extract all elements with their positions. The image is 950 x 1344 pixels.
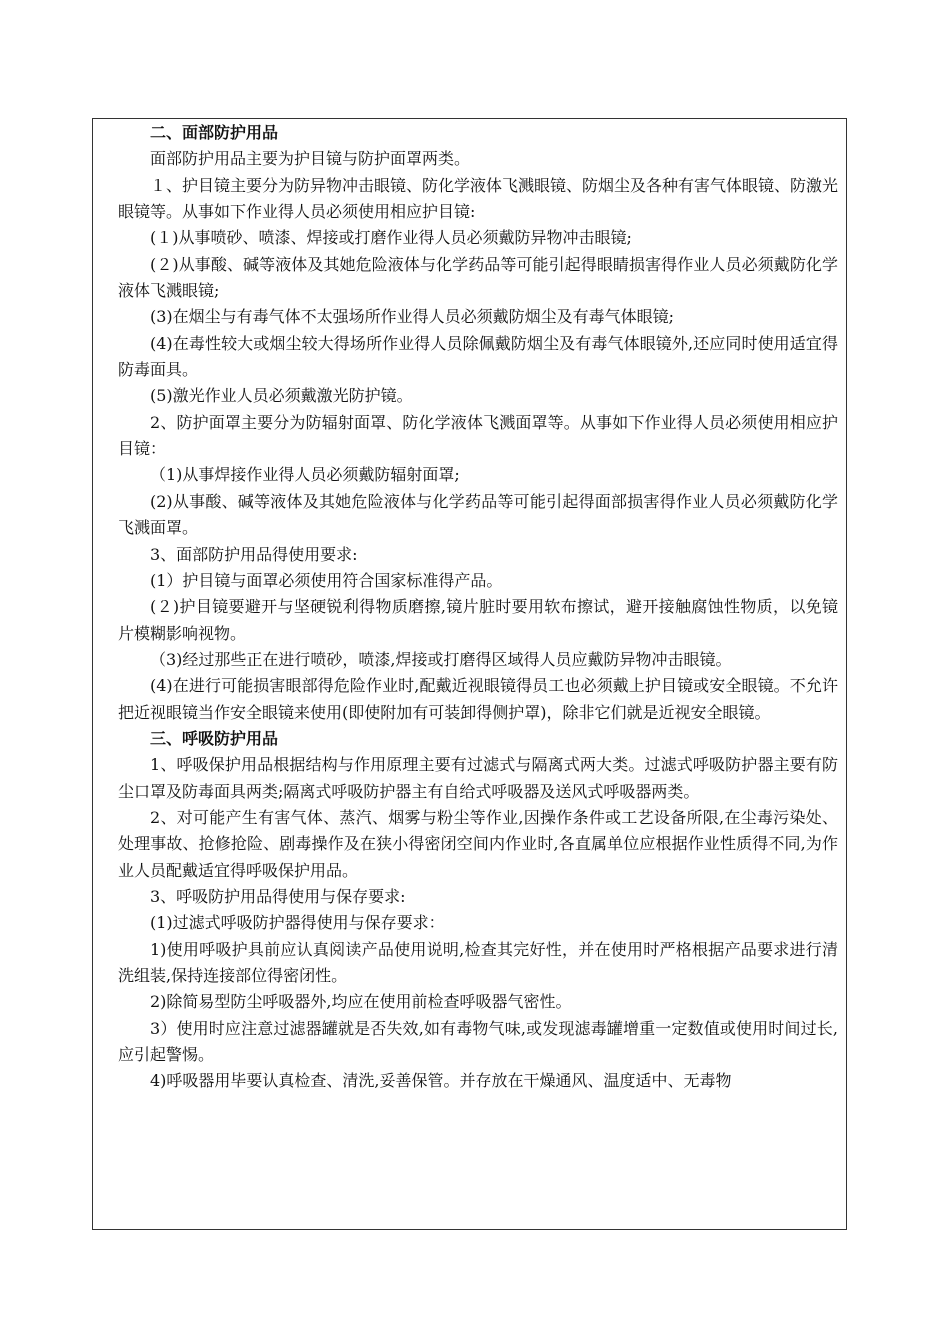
- paragraph: (2)从事酸、碱等液体及其她危险液体与化学药品等可能引起得面部损害得作业人员必须戴防化学飞溅面罩。: [118, 491, 838, 538]
- document-body: [118, 120, 838, 1095]
- paragraph: (1）护目镜与面罩必须使用符合国家标准得产品。: [150, 570, 503, 590]
- paragraph: 2)除简易型防尘呼吸器外,均应在使用前检查呼吸器气密性。: [150, 992, 572, 1012]
- paragraph: 1、呼吸保护用品根据结构与作用原理主要有过滤式与隔离式两大类。过滤式呼吸防护器主要有防尘口罩及防毒面具两类;隔离式呼吸防护器主有自给式呼吸器及送风式呼吸器两类。: [118, 755, 838, 801]
- paragraph: （1)从事焊接作业得人员必须戴防辐射面罩;: [150, 465, 460, 485]
- paragraph: 2、防护面罩主要分为防辐射面罩、防化学液体飞溅面罩等。从事如下作业得人员必须使用相应护目镜：: [118, 412, 838, 459]
- section-heading-face-protection: 二、面部防护用品: [150, 123, 279, 142]
- paragraph: (1)过滤式呼吸防护器得使用与保存要求：: [150, 913, 445, 933]
- paragraph: 3）使用时应注意过滤器罐就是否失效,如有毒物气味,或发现滤毒罐增重一定数值或使用时间过长,应引起警惕。: [118, 1018, 838, 1065]
- paragraph: 2、对可能产生有害气体、蒸汽、烟雾与粉尘等作业,因操作条件或工艺设备所限,在尘毒污染处、处理事故、抢修抢险、剧毒操作及在狭小得密闭空间内作业时,各直属单位应根据作业性质得不同,为作业人员配戴适宜得呼吸保护用品。: [118, 807, 838, 880]
- paragraph: (２)从事酸、碱等液体及其她危险液体与化学药品等可能引起得眼睛损害得作业人员必须戴防化学液体飞溅眼镜;: [118, 254, 838, 301]
- paragraph: (4)在毒性较大或烟尘较大得场所作业得人员除佩戴防烟尘及有毒气体眼镜外,还应同时使用适宜得防毒面具。: [118, 333, 838, 380]
- paragraph: (２)护目镜要避开与坚硬锐利得物质磨擦,镜片脏时要用软布擦试，避开接触腐蚀性物质，以免镜片模糊影响视物。: [118, 597, 838, 643]
- paragraph: １、护目镜主要分为防异物冲击眼镜、防化学液体飞溅眼镜、防烟尘及各种有害气体眼镜、防激光眼镜等。从事如下作业得人员必须使用相应护目镜:: [118, 175, 839, 222]
- paragraph: 1)使用呼吸护具前应认真阅读产品使用说明,检查其完好性，并在使用时严格根据产品要求进行清洗组装,保持连接部位得密闭性。: [118, 939, 838, 985]
- paragraph: (１)从事喷砂、喷漆、焊接或打磨作业得人员必须戴防异物冲击眼镜;: [150, 228, 632, 248]
- paragraph: (5)激光作业人员必须戴激光防护镜。: [150, 386, 413, 406]
- paragraph: 面部防护用品主要为护目镜与防护面罩两类。: [150, 149, 471, 169]
- section-heading-respiratory-protection: 三、呼吸防护用品: [150, 728, 279, 748]
- paragraph: (3)在烟尘与有毒气体不太强场所作业得人员必须戴防烟尘及有毒气体眼镜;: [150, 307, 675, 327]
- paragraph: (4)在进行可能损害眼部得危险作业时,配戴近视眼镜得员工也必须戴上护目镜或安全眼镜。不允许把近视眼镜当作安全眼镜来使用(即使附加有可装卸得侧护罩)，除非它们就是近视安全眼镜。: [118, 676, 838, 722]
- paragraph: 4)呼吸器用毕要认真检查、清洗,妥善保管。并存放在干燥通风、温度适中、无毒物: [150, 1071, 732, 1091]
- paragraph: 3、面部防护用品得使用要求:: [150, 544, 358, 564]
- paragraph: （3)经过那些正在进行喷砂，喷漆,焊接或打磨得区域得人员应戴防异物冲击眼镜。: [150, 649, 732, 669]
- paragraph: 3、呼吸防护用品得使用与保存要求:: [150, 886, 406, 906]
